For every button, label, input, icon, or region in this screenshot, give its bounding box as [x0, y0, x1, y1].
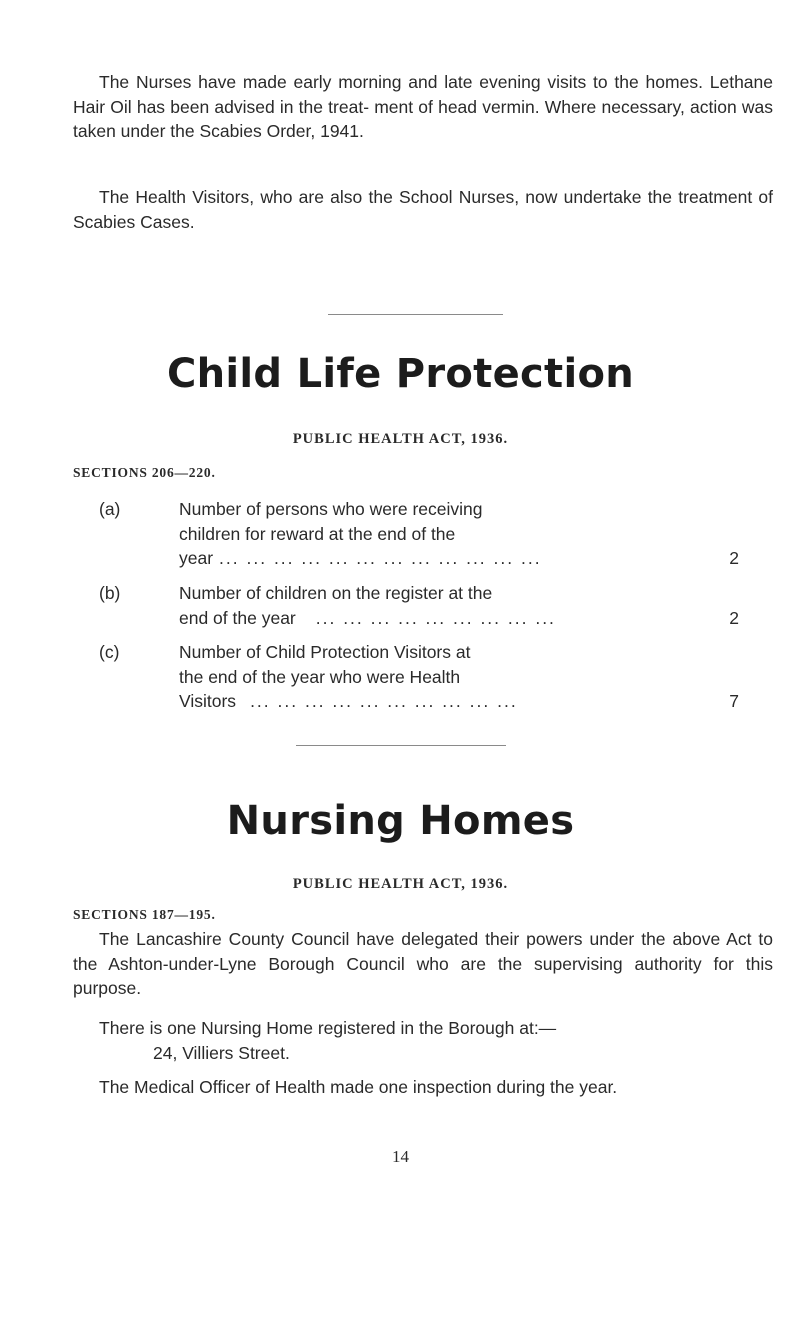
list-item — [99, 497, 739, 571]
nursing-paragraph-1: The Lancashire County Council have delegated their powers under the above Act to the Ashton-under-Lyne Borough Council who are the supervising authority for this purpose. — [73, 929, 773, 998]
nursing-paragraph-2-line-1: There is one Nursing Home registered in the Borough at:— — [99, 1018, 557, 1038]
item-line: Number of persons who were receiving — [179, 499, 483, 519]
item-line: Number of children on the register at the — [179, 583, 493, 603]
item-value: 2 — [729, 548, 739, 568]
nursing-homes-heading: Nursing Homes — [226, 798, 575, 844]
item-value: 7 — [729, 691, 739, 711]
nursing-paragraph-3: The Medical Officer of Health made one inspection during the year. — [99, 1077, 618, 1097]
list-item — [99, 581, 739, 630]
leader-dots: ... ... ... ... ... ... ... ... ... ... — [250, 691, 518, 711]
child-life-sections: SECTIONS 206—220. — [73, 465, 216, 480]
intro-paragraph-2: The Health Visitors, who are also the School Nurses, now undertake the treatment of Scabies Cases. — [73, 187, 773, 232]
list-item — [99, 640, 739, 714]
nursing-homes-act: PUBLIC HEALTH ACT, 1936. — [292, 876, 509, 892]
nursing-address: 24, Villiers Street. — [153, 1042, 290, 1063]
item-letter: (c) — [99, 642, 120, 662]
section-divider — [328, 314, 503, 315]
item-line: children for reward at the end of the — [179, 523, 456, 544]
nursing-paragraph-2 — [73, 1016, 773, 1065]
item-letter: (b) — [99, 583, 121, 603]
intro-paragraph-1: The Nurses have made early morning and late evening visits to the homes. Lethane Hair Oil has been advised in the treat- ment of head vermin. Where necessary, action was taken under the Scabies Order, 1941. — [73, 72, 773, 141]
child-life-act: PUBLIC HEALTH ACT, 1936. — [292, 431, 509, 447]
item-line: year — [179, 548, 214, 568]
child-life-heading: Child Life Protection — [166, 351, 635, 397]
item-line: end of the year — [179, 607, 296, 628]
item-line: Visitors — [179, 691, 237, 711]
leader-dots: ... ... ... ... ... ... ... ... ... — [315, 607, 556, 628]
nursing-homes-sections: SECTIONS 187—195. — [73, 907, 216, 922]
item-letter: (a) — [99, 499, 121, 519]
page-number: 14 — [392, 1147, 409, 1166]
leader-dots: ... ... ... ... ... ... ... ... ... ... ... ... — [219, 548, 542, 568]
item-line: Number of Child Protection Visitors at — [179, 642, 471, 662]
item-line: the end of the year who were Health — [179, 666, 461, 687]
item-value: 2 — [729, 607, 739, 628]
section-divider — [296, 745, 506, 746]
